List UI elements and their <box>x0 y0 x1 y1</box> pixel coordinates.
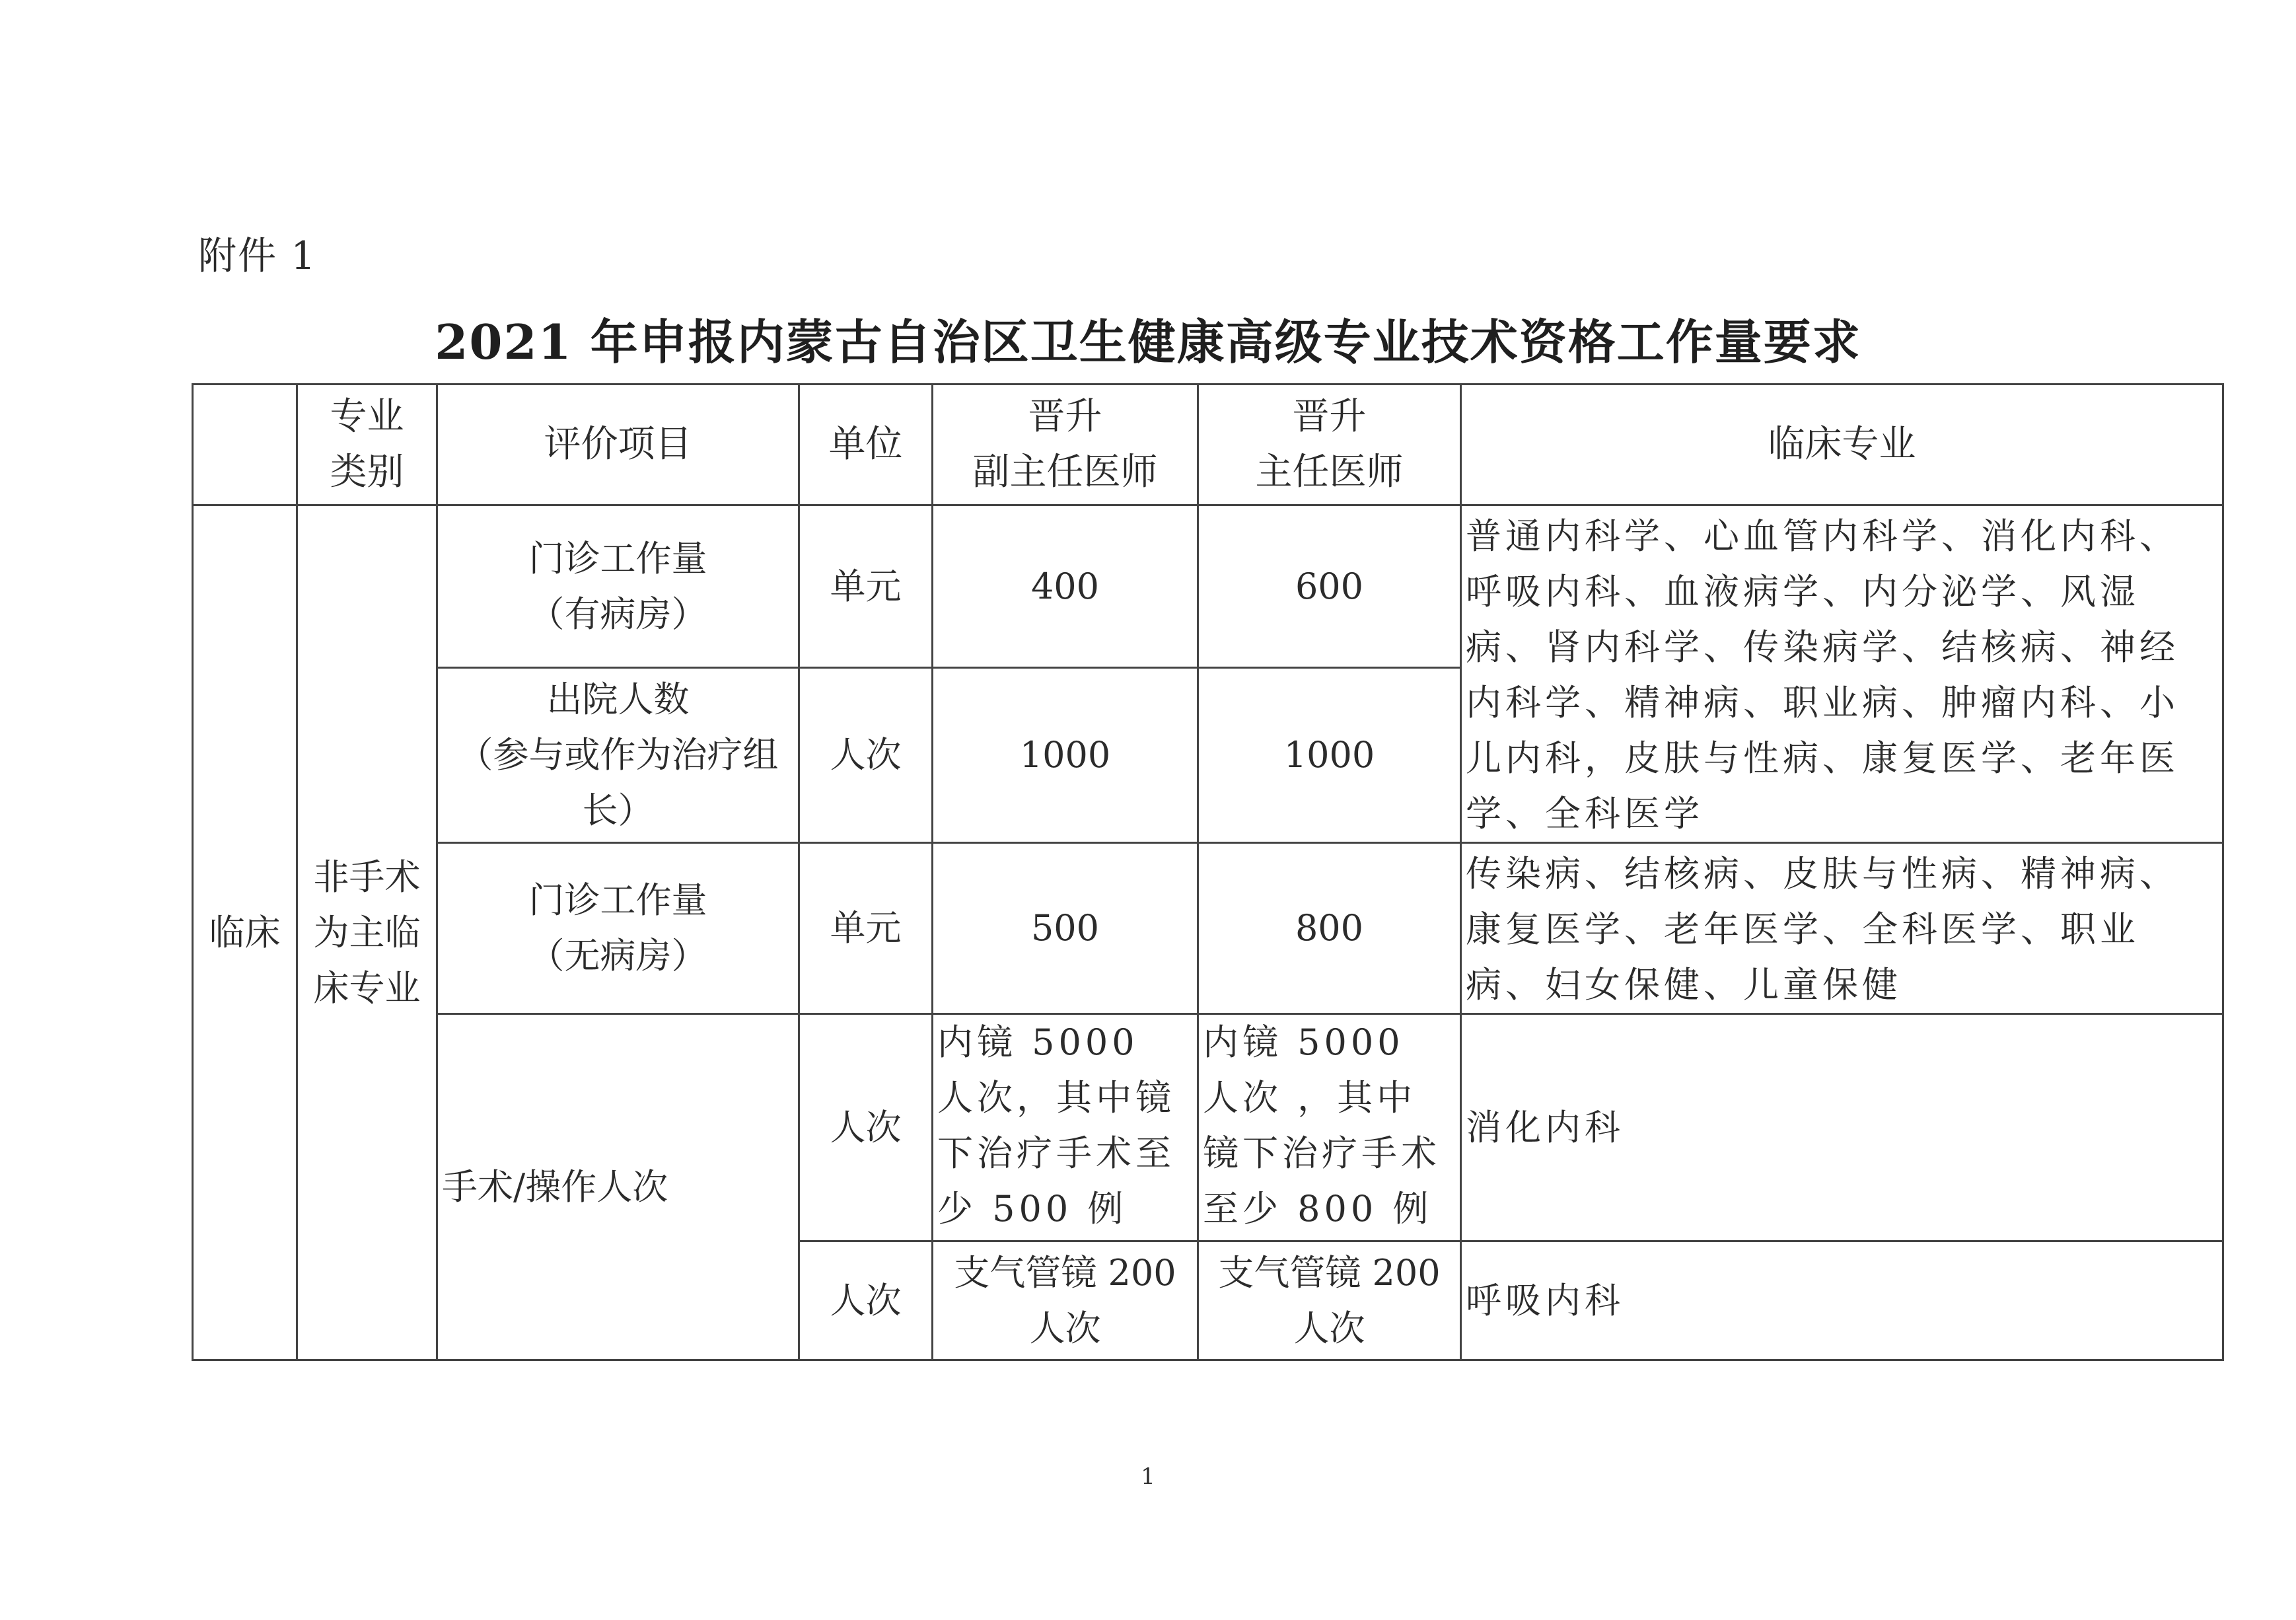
item-cell: 门诊工作量 （有病房） <box>437 505 799 668</box>
deputy-value-cell: 400 <box>933 505 1198 668</box>
item-cell: 出院人数 （参与或作为治疗组长） <box>437 668 799 843</box>
group-cell: 临床 <box>193 505 297 1360</box>
header-item: 评价项目 <box>437 385 799 505</box>
deputy-value-cell: 1000 <box>933 668 1198 843</box>
item-cell: 门诊工作量 （无病房） <box>437 843 799 1014</box>
attachment-label: 附件 1 <box>198 233 317 278</box>
chief-value-cell: 1000 <box>1198 668 1461 843</box>
deputy-value-cell: 500 <box>933 843 1198 1014</box>
unit-cell: 单元 <box>799 843 933 1014</box>
category-cell: 非手术 为主临 床专业 <box>297 505 437 1360</box>
chief-value-cell: 支气管镜 200 人次 <box>1198 1241 1461 1360</box>
document-title: 2021 年申报内蒙古自治区卫生健康高级专业技术资格工作量要求 <box>435 314 1861 370</box>
workload-table <box>192 383 2224 1361</box>
unit-cell: 人次 <box>799 1014 933 1241</box>
item-cell-surgery: 手术/操作人次 <box>437 1014 799 1360</box>
chief-value-cell: 内镜 5000 人次 ，其中镜下治疗手术至少 800 例 <box>1198 1014 1461 1241</box>
specialty-cell: 传染病、结核病、皮肤与性病、精神病、康复医学、老年医学、全科医学、职业病、妇女保健、儿童保健 <box>1461 843 2223 1014</box>
table-row <box>193 1014 2223 1241</box>
unit-cell: 人次 <box>799 1241 933 1360</box>
chief-value-cell: 600 <box>1198 505 1461 668</box>
header-unit: 单位 <box>799 385 933 505</box>
header-specialty: 临床专业 <box>1461 385 2223 505</box>
chief-value-cell: 800 <box>1198 843 1461 1014</box>
deputy-value-cell: 支气管镜 200 人次 <box>933 1241 1198 1360</box>
unit-cell: 单元 <box>799 505 933 668</box>
header-deputy: 晋升 副主任医师 <box>933 385 1198 505</box>
header-blank-cell <box>193 385 297 505</box>
unit-cell: 人次 <box>799 668 933 843</box>
specialty-cell-shared: 普通内科学、心血管内科学、消化内科、呼吸内科、血液病学、内分泌学、风湿病、肾内科学、传染病学、结核病、神经内科学、精神病、职业病、肿瘤内科、小儿内科，皮肤与性病、康复医学、老年医学、全科医学 <box>1461 505 2223 843</box>
table-row <box>193 843 2223 1014</box>
page-number: 1 <box>1141 1463 1155 1490</box>
header-category: 专业 类别 <box>297 385 437 505</box>
specialty-cell: 消化内科 <box>1461 1014 2223 1241</box>
specialty-cell: 呼吸内科 <box>1461 1241 2223 1360</box>
deputy-value-cell: 内镜 5000 人次，其中镜下治疗手术至少 500 例 <box>933 1014 1198 1241</box>
header-row <box>193 385 2223 505</box>
header-chief: 晋升 主任医师 <box>1198 385 1461 505</box>
table-row <box>193 505 2223 668</box>
